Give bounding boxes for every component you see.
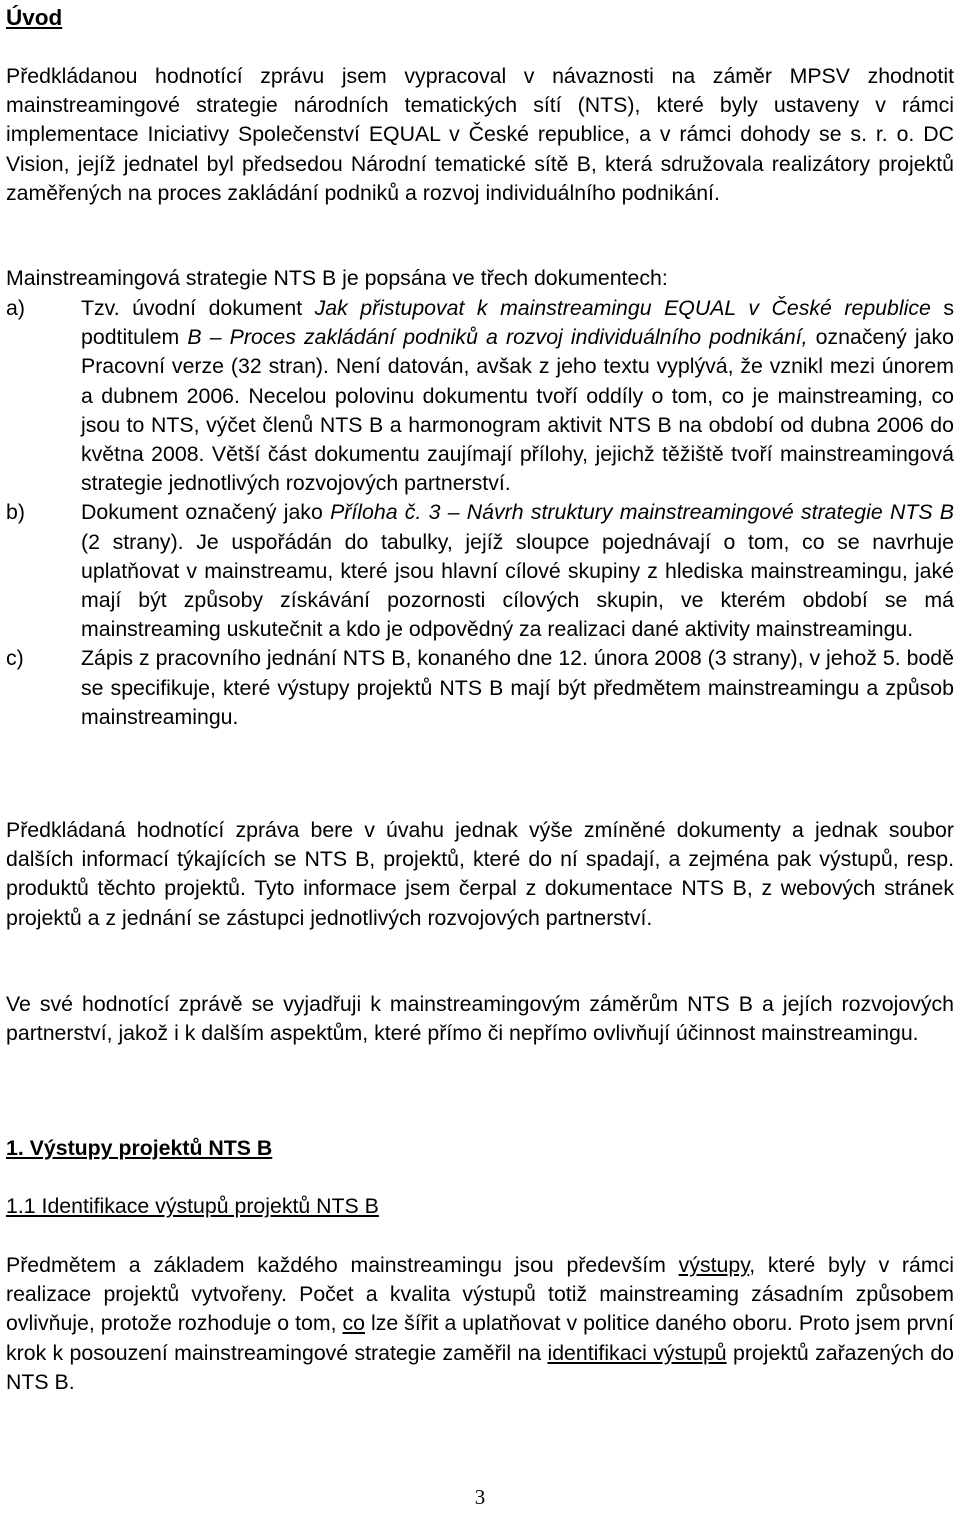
item-text: s podtitulem (81, 296, 954, 350)
document-title: Jak přistupovat k mainstreamingu EQUAL v České republice (314, 296, 931, 320)
list-marker: a) (6, 296, 25, 320)
paragraph-text: Předmětem a základem každého mainstreamingu jsou především (6, 1253, 679, 1277)
page-number: 3 (474, 1485, 486, 1509)
document-title: Příloha č. 3 – Návrh struktury mainstreamingové strategie NTS B (330, 500, 954, 525)
paragraph-scope: Ve své hodnotící zprávě se vyjadřuji k mainstreamingovým záměrům NTS B a jejích rozvojových partnerství, jakož i k dalším aspektům, které přímo či nepřímo ovlivňují účinnost mainstreamingu. (6, 992, 954, 1046)
list-marker: b) (6, 500, 25, 525)
paragraph-sources: Předkládaná hodnotící zpráva bere v úvahu jednak výše zmíněné dokumenty a jednak soubor dalších informací týkajících se NTS B, projektů, které do ní spadají, a zejména pak výstupů, resp. produktů těchto projektů. Tyto informace jsem čerpal z dokumentace NTS B, z webových stránek projektů a z jednání se zástupci jednotlivých rozvojových partnerství. (6, 818, 954, 930)
item-text: Zápis z pracovního jednání NTS B, konaného dne 12. února 2008 (3 strany), v jehož 5. bodě se specifikuje, které výstupy projektů NTS B mají být předmětem mainstreamingu a způsob mainstreamingu. (81, 646, 954, 729)
document-subtitle: B – Proces zakládání podniků a rozvoj individuálního podnikání, (187, 325, 808, 350)
paragraph-text: , které byly v rámci realizace projektů vytvořeny. Počet a kvalita výstupů totiž mainstreaming zásadním způsobem ovlivňuje, protože rozhoduje o tom, (6, 1253, 954, 1336)
item-text: (2 strany). Je uspořádán do tabulky, jejíž sloupce pojednávají o tom, co se navrhuje uplatňovat v mainstreamu, které jsou hlavní cílové skupiny z hlediska mainstreamingu, jaké mají být způsoby získávání pozornosti cílových skupin, ve kterém období se má mainstreaming uskutečnit a kdo je odpovědný za realizaci dané aktivity mainstreamingu. (81, 529, 954, 642)
item-text: Tzv. úvodní dokument (81, 296, 315, 320)
list-item (6, 644, 954, 732)
item-text: Dokument označený jako (81, 500, 331, 525)
underlined-term: identifikaci výstupů (547, 1340, 727, 1365)
list-marker: c) (6, 646, 24, 671)
paragraph-outputs (6, 1251, 954, 1397)
intro-paragraph (6, 62, 954, 208)
paragraph-text: lze šířit a uplatňovat v politice daného oboru. Proto jsem první krok k posouzení mainstreamingové strategie zaměřil na (6, 1311, 954, 1365)
paragraph-text: projektů zařazených do NTS B. (6, 1340, 955, 1394)
strategy-documents-list (6, 294, 954, 732)
page-heading: Úvod (6, 5, 63, 30)
item-text: označený jako Pracovní verze (32 stran). Není datován, avšak z jeho textu vyplývá, že vznikl mezi únorem a dubnem 2006. Necelou polovinu dokumentu tvoří oddíly o tom, co je mainstreaming, co jsou to NTS, výčet členů NTS B a harmonogram aktivit NTS B na období od dubna 2006 do května 2008. Větší část dokumentu zaujímají přílohy, jejichž těžiště tvoří mainstreamingová strategie jednotlivých rozvojových partnerství. (81, 325, 954, 496)
list-item (6, 498, 954, 644)
intro-text: Předkládanou hodnotící zprávu jsem vypracoval v návaznosti na záměr MPSV zhodnotit mainstreamingové strategie národních tematických sítí (NTS), které byly ustaveny v rámci implementace Iniciativy Společenství EQUAL v České republice, a v rámci dohody se s. r. o. DC Vision, jejíž jednatel byl předsedou Národní tematické sítě B, která sdružovala realizátory projektů zaměřených na proces zakládání podniků a rozvoj individuálního podnikání. (6, 64, 954, 205)
underlined-term: co (342, 1311, 365, 1336)
underlined-term: výstupy (678, 1253, 750, 1277)
section-1-title: 1. Výstupy projektů NTS B (6, 1136, 273, 1160)
section-1-1-title: 1.1 Identifikace výstupů projektů NTS B (6, 1194, 379, 1218)
list-item (6, 294, 954, 498)
strategy-lead: Mainstreamingová strategie NTS B je popsána ve třech dokumentech: (6, 266, 668, 290)
